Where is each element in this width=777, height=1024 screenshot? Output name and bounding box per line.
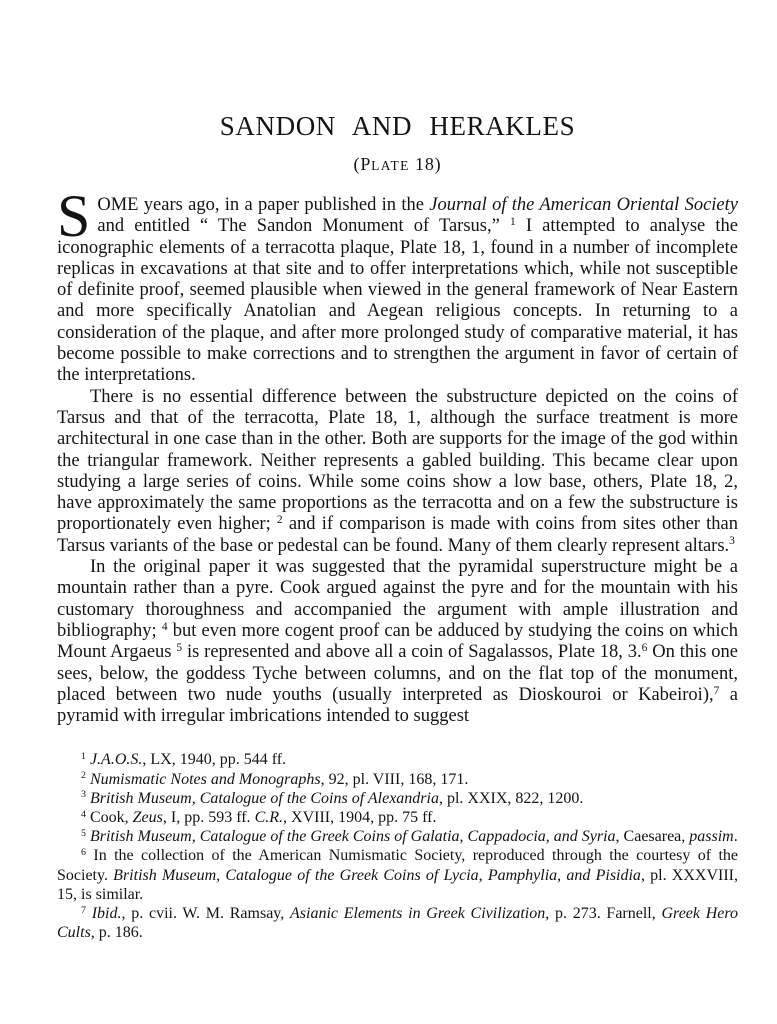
italic-text-run: Journal of the American Oriental Society (429, 195, 738, 215)
footnote (57, 750, 738, 769)
italic-text-run: British Museum, Catalogue of the Greek Coins of Galatia, Cappadocia, and Syria (89, 828, 616, 846)
text-run: , I, pp. 593 ff. (162, 809, 255, 827)
italic-text-run: Zeus (132, 809, 163, 827)
text-run: , pl. XXIX, 822, 1200. (438, 789, 584, 807)
footnote-ref: 6 (641, 641, 648, 654)
footnote (57, 789, 738, 808)
footnote-marker: 6 (81, 846, 86, 858)
text-run: , p. cvii. W. M. Ramsay, (121, 905, 290, 923)
text-run: , p. 273. Farnell, (545, 905, 662, 923)
italic-text-run: J.A.O.S. (89, 751, 143, 769)
text-run: and if comparison is made with coins from sites other than Tarsus variants of the base or pedestal can be found. Many of them clearly represent altars. (57, 514, 738, 556)
text-run: I attempted to analyse the iconographic elements of a terracotta plaque, Plate 18, 1, found in a number of incomplete replicas in excavations at that site and to offer interpretations which, while not susceptible of definite proof, seemed plausible when viewed in the general framework of Near Eastern and more specifically Anatolian and Aegean religious concepts. In returning to a consideration of the plaque, and after more prolonged study of comparative material, it has become possible to make corrections and to strengthen the argument in favor of certain of the interpretations. (57, 216, 738, 386)
article-body (57, 183, 738, 727)
page-title: SANDON AND HERAKLES (219, 111, 576, 141)
italic-text-run: Numismatic Notes and Monographs (89, 770, 321, 788)
footnotes-block (57, 750, 738, 942)
footnote-marker: 7 (81, 904, 86, 916)
footnote (57, 770, 738, 789)
footnote-marker: 1 (81, 750, 86, 762)
footnote-marker: 4 (81, 808, 86, 820)
text-run: but even more cogent proof can be adduced by studying the coins on which Mount Argaeus (57, 620, 738, 663)
footnote-ref: 3 (729, 535, 735, 548)
footnote-marker: 5 (81, 827, 86, 839)
text-run: OME years ago, in a paper published in the (97, 195, 430, 215)
footnote (57, 904, 738, 942)
italic-text-run: C.R. (254, 809, 284, 827)
italic-text-run: passim (689, 828, 734, 846)
text-run: 18) (409, 154, 442, 174)
text-run: P (360, 154, 372, 174)
text-run: , Caesarea, (615, 828, 690, 846)
text-run: a pyramid with irregular imbrications intended to suggest (57, 684, 738, 727)
text-run: , 92, pl. VIII, 168, 171. (320, 770, 469, 788)
italic-text-run: British Museum, Catalogue of the Greek Coins of Lycia, Pamphylia, and Pisidia (113, 866, 641, 884)
text-run: ( (353, 154, 361, 174)
text-run: On this one sees, below, the goddess Tyche between columns, and on the flat top of the monument, placed between two nude youths (usually interpreted as Dioskouroi or Kabeiroi), (57, 642, 738, 705)
text-run: LATE (371, 158, 410, 173)
text-run: , XVIII, 1904, pp. 75 ff. (283, 809, 437, 827)
footnote-marker: 3 (81, 789, 86, 801)
footnote-ref: 7 (713, 684, 720, 697)
drop-cap: S (57, 183, 91, 249)
text-run: , p. 186. (90, 924, 143, 942)
footnote-ref: 5 (176, 641, 183, 654)
text-run: In the original paper it was suggested that the pyramidal superstructure might be a mountain rather than a pyre. Cook argued against the pyre and for the mountain with his customary thoroughness and accompanied the argument with ample illustration and bibliography; (57, 557, 738, 641)
footnote-ref: 2 (276, 514, 283, 527)
italic-text-run: Asianic Elements in Greek Civilization (290, 905, 546, 923)
italic-text-run: Greek Hero Cults (57, 905, 739, 942)
body-paragraph (57, 183, 738, 387)
text-run: . (733, 828, 738, 846)
footnote-ref: 4 (161, 620, 168, 633)
footnote-marker: 2 (81, 770, 86, 782)
plate-subtitle (57, 155, 738, 173)
footnote-ref: 1 (509, 216, 516, 228)
text-run: and entitled “ The Sandon Monument of Tarsus,” (97, 216, 510, 237)
text-run: There is no essential difference between the substructure depicted on the coins of Tarsus and that of the terracotta, Plate 18, 1, although the surface treatment is more architectural in one case than in the other. Both are supports for the image of the god within the triangular framework. Neither represents a gabled building. This became clear upon studying a large series of coins. While some coins show a low base, others, Plate 18, 2, have approximately the same proportions as the terracotta and on a few the substructure is proportionately even higher; (57, 386, 738, 535)
text-run: , LX, 1940, pp. 544 ff. (142, 751, 287, 769)
footnote (57, 808, 738, 827)
text-run: is represented and above all a coin of Sagalassos, Plate 18, 3. (182, 642, 642, 663)
footnote (57, 846, 738, 904)
italic-text-run: British Museum, Catalogue of the Coins of Alexandria (89, 789, 439, 807)
body-paragraph (57, 557, 738, 727)
body-paragraph (57, 387, 738, 557)
text-run: Cook, (89, 809, 133, 827)
footnote (57, 827, 738, 846)
italic-text-run: Ibid. (91, 905, 122, 923)
text-run: , pl. XXXVIII, 15, is similar. (57, 866, 739, 903)
text-run: In the collection of the American Numismatic Society, reproduced through the courtesy of the Society. (57, 847, 739, 884)
